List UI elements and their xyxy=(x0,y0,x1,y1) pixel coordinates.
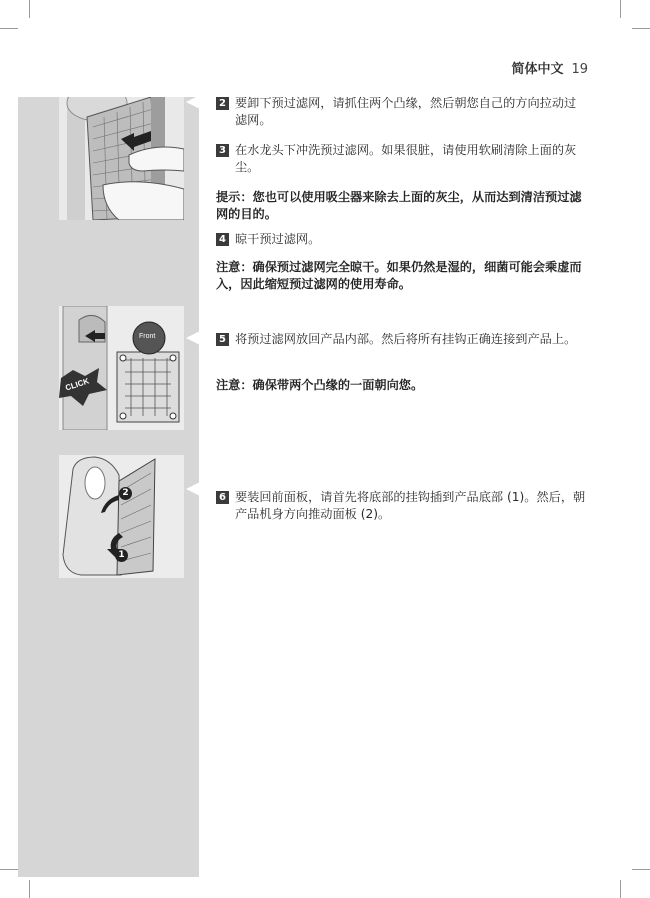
step-number-badge: 5 xyxy=(216,333,229,346)
front-label: Front xyxy=(139,333,156,340)
step-4 xyxy=(216,231,588,248)
insert-prefilter-illustration xyxy=(59,306,184,430)
step-number-badge: 2 xyxy=(216,97,229,110)
step-number-badge: 3 xyxy=(216,144,229,157)
step-5 xyxy=(216,331,588,348)
crop-mark xyxy=(632,869,650,870)
step-marker-2: 2 xyxy=(119,487,132,500)
step-text: 晾干预过滤网。 xyxy=(235,232,321,246)
step-marker-1: 1 xyxy=(115,549,128,562)
language-label: 简体中文 xyxy=(511,62,564,77)
step-number-badge: 4 xyxy=(216,233,229,246)
crop-mark xyxy=(0,869,18,870)
crop-mark xyxy=(620,880,621,898)
callout-notch xyxy=(186,482,200,496)
figure-attach-front-panel xyxy=(59,455,184,578)
crop-mark xyxy=(29,0,30,18)
step-text: 将预过滤网放回产品内部。然后将所有挂钩正确连接到产品上。 xyxy=(235,332,577,346)
crop-mark xyxy=(632,28,650,29)
callout-notch xyxy=(186,331,200,345)
crop-mark xyxy=(0,28,18,29)
remove-prefilter-illustration xyxy=(59,97,184,220)
step-6 xyxy=(216,489,588,523)
figure-remove-prefilter xyxy=(59,97,184,220)
step-text: 要卸下预过滤网，请抓住两个凸缘，然后朝您自己的方向拉动过滤网。 xyxy=(235,96,577,127)
figure-insert-prefilter xyxy=(59,306,184,430)
page-number: 19 xyxy=(571,62,588,77)
step-2 xyxy=(216,95,588,129)
step-text: 在水龙头下冲洗预过滤网。如果很脏，请使用软刷清除上面的灰尘。 xyxy=(235,143,577,174)
tip-note: 提示：您也可以使用吸尘器来除去上面的灰尘，从而达到清洁预过滤网的目的。 xyxy=(216,190,582,221)
step-number-badge: 6 xyxy=(216,491,229,504)
step-text: 要装回前面板，请首先将底部的挂钩插到产品底部 (1)。然后，朝产品机身方向推动面板 (2)。 xyxy=(235,490,586,521)
callout-notch xyxy=(186,95,200,109)
click-label: CLICK xyxy=(64,376,91,393)
caution-note-orientation: 注意：确保带两个凸缘的一面朝向您。 xyxy=(216,378,424,392)
step-3 xyxy=(216,142,588,176)
crop-mark xyxy=(620,0,621,18)
page-header xyxy=(511,58,588,77)
crop-mark xyxy=(29,880,30,898)
caution-note-dry: 注意：确保预过滤网完全晾干。如果仍然是湿的，细菌可能会乘虚而入，因此缩短预过滤网的使用寿命。 xyxy=(216,260,582,291)
